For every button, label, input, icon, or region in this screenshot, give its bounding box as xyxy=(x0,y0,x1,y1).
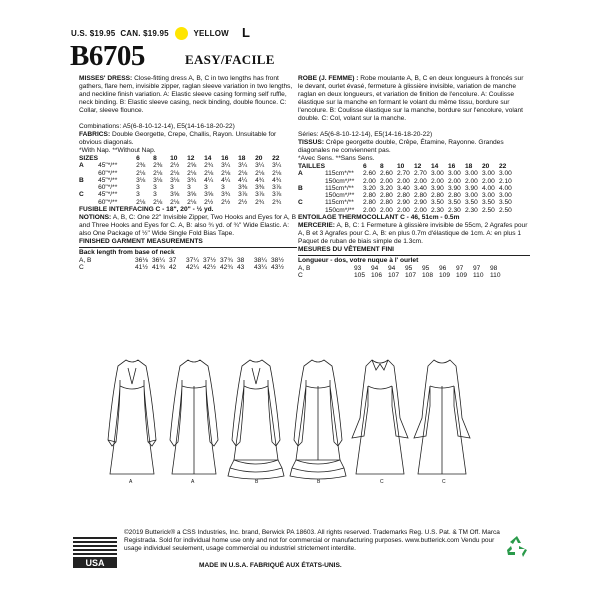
size-header: 10 xyxy=(170,155,178,162)
dress-view-c-1 xyxy=(350,356,410,481)
english-column xyxy=(79,75,297,272)
size-header: 6 xyxy=(136,155,140,162)
table-row: 60"*/** 3 3 3 3 3 3 3⅜ 3⅜ 3⅞ xyxy=(98,184,282,192)
french-column xyxy=(298,75,530,280)
longueur: Longueur - dos, votre nuque à l' ourlet xyxy=(298,257,419,265)
french-measure-table xyxy=(298,265,507,280)
table-row: A 115cm*/** 2.60 2.60 2.70 2.70 3.00 3.00 3.00 3.00 3.00 xyxy=(298,170,512,178)
french-fabric-table xyxy=(298,163,516,214)
dress-view-b-2 xyxy=(288,356,348,481)
english-description: MISSES' DRESS: Close-fitting dress A, B, C in two lengths has front gathers, flare hem, invisible zipper, raglan sleeve variation in two lengths, and neckline finish variation. A: Elastic sleeve casing forming self ruffle, neck binding. B: Elastic sleeve casing, neck binding, double flounce. C: Collar, sleeve flounce. xyxy=(79,75,293,114)
mesures-title: MESURES DU VÊTEMENT FINI xyxy=(298,246,394,254)
table-row: A, B 36⅛ 36¼ 37 37¼ 37½ 37¾ 38 38¼ 38½ xyxy=(79,257,284,265)
size-header: 6 xyxy=(362,163,367,170)
tissus: TISSUS: Crêpe georgette double, Crêpe, Étamine, Rayonne. Grandes diagonales ne conviennent pas. xyxy=(298,139,504,154)
view-label: B xyxy=(255,479,259,485)
size-letter: L xyxy=(242,25,250,40)
dress-view-a-2 xyxy=(164,356,224,481)
table-row: 150cm*/** 2.80 2.80 2.80 2.80 2.80 2.80 3.00 3.00 3.00 xyxy=(324,192,512,200)
dress-view-c-2 xyxy=(412,356,472,481)
sizes-label: SIZES xyxy=(79,155,99,162)
color-label: YELLOW xyxy=(193,29,229,38)
copyright-text: ©2019 Butterick® a CSS Industries, Inc. brand, Berwick PA 18603. All rights reserved. Trademarks Reg. U.S. Pat. & TM Off. Marca Registrada. Sold for individual home use only and not for commercial or manufacturing purposes. www.butterick.com Vendu pour usage individuel seulement, usage commercial ou industriel strictement interdite. xyxy=(124,529,500,552)
size-header: 16 xyxy=(447,163,456,170)
table-row: C 115cm*/** 2.80 2.80 2.90 2.90 3.50 3.50 3.50 3.50 3.50 xyxy=(298,199,512,207)
view-label: C xyxy=(380,479,384,485)
table-row: C 41½ 41¾ 42 42¼ 42½ 42¾ 43 43¼ 43½ xyxy=(79,264,284,272)
view-label: B xyxy=(317,479,321,485)
table-row: B 115cm*/** 3.20 3.20 3.40 3.40 3.90 3.90 3.90 4.00 4.00 xyxy=(298,184,512,192)
yellow-dot-icon xyxy=(175,27,188,40)
sens-note: *Avec Sens. **Sans Sens. xyxy=(298,155,375,162)
view-label: A xyxy=(129,479,133,485)
price-us: U.S. $19.95 xyxy=(71,29,116,38)
price-can: CAN. $19.95 xyxy=(120,29,169,38)
size-header: 20 xyxy=(255,155,263,162)
table-row: 150cm*/** 2.00 2.00 2.00 2.00 2.30 2.30 2.30 2.50 2.50 xyxy=(324,206,512,214)
size-header: 22 xyxy=(272,155,280,162)
sizes-label: TAILLES xyxy=(298,163,325,170)
made-in-usa: MADE IN U.S.A. FABRIQUÉ AUX ÉTATS-UNIS. xyxy=(199,562,342,569)
fabrics: FABRICS: Double Georgette, Crepe, Challis, Rayon. Unsuitable for obvious diagonals. xyxy=(79,131,277,146)
size-header: 14 xyxy=(204,155,212,162)
recycle-icon xyxy=(505,535,529,557)
usa-badge: USA xyxy=(85,558,105,568)
size-header: 22 xyxy=(498,163,507,170)
pattern-number: B6705 xyxy=(70,40,145,72)
barcode-flag-icon xyxy=(71,535,119,569)
price-line xyxy=(71,27,229,40)
series: Séries: A5(6-8-10-12-14), E5(14-16-18-20-22) xyxy=(298,131,433,138)
view-label: C xyxy=(442,479,446,485)
finished-title: FINISHED GARMENT MEASUREMENTS xyxy=(79,238,203,246)
english-measure-table xyxy=(79,257,288,272)
table-row: 150cm*/** 2.00 2.00 2.00 2.00 2.00 2.00 2.00 2.00 2.10 xyxy=(324,177,512,185)
size-header: 16 xyxy=(221,155,229,162)
notions: NOTIONS: A, B, C: One 22" Invisible Zipper, Two Hooks and Eyes for A, B and Three Hooks and Eyes for C. A, B: also ¾ yd. of ¾" Wide Elastic. A: also One Package of ½" Wide Single Fold Bias Tape. xyxy=(79,214,296,238)
dress-view-a-1 xyxy=(102,356,162,481)
view-label: A xyxy=(191,479,195,485)
interfacing: FUSIBLE INTERFACING C - 18", 20" - ½ yd. xyxy=(79,206,214,214)
size-header: 10 xyxy=(396,163,405,170)
difficulty-label: EASY/FACILE xyxy=(185,52,275,67)
table-row: 60"*/** 2⅛ 2⅛ 2⅛ 2⅛ 2⅛ 2⅛ 2⅛ 2⅛ 2⅛ xyxy=(98,169,282,177)
combinations: Combinations: A5(6-8-10-12-14), E5(14-16-18-20-22) xyxy=(79,123,235,130)
size-header: 14 xyxy=(430,163,439,170)
size-header: 8 xyxy=(379,163,384,170)
table-row: C 105 106 107 107 108 109 109 110 110 xyxy=(298,272,501,280)
table-row: B 45"*/** 3⅛ 3⅛ 3⅛ 3¾ 4¼ 4¼ 4¼ 4¾ 4¾ xyxy=(79,176,282,184)
size-header: 12 xyxy=(413,163,422,170)
english-fabric-table xyxy=(79,155,289,206)
dress-view-b-1 xyxy=(226,356,286,481)
nap-note: *With Nap. **Without Nap. xyxy=(79,147,156,154)
table-row: A 45"*/** 2⅜ 2⅜ 2½ 2⅝ 2¾ 3¼ 3¼ 3¼ 3¼ xyxy=(79,162,282,170)
mercerie: MERCERIE: A, B, C: 1 Fermeture à glissière invisible de 55cm, 2 Agrafes pour A, B et 3 Agrafes pour C. A, B: en plus 0.7m d'élastique de 1cm. A: en plus 1 Paquet de ruban de biais simple de 1.3cm. xyxy=(298,222,528,246)
table-row: C 45"*/** 3 3 3⅝ 3⅝ 3⅝ 3¾ 3⅞ 3⅞ 3⅞ xyxy=(79,191,282,199)
size-header: 18 xyxy=(464,163,473,170)
size-header: 18 xyxy=(238,155,246,162)
entoilage: ENTOILAGE THERMOCOLLANT C - 46, 51cm - 0.5m xyxy=(298,214,460,222)
size-header: 12 xyxy=(187,155,195,162)
size-header: 20 xyxy=(481,163,490,170)
french-description: ROBE (J. FEMME) : Robe moulante A, B, C en deux longueurs à froncés sur le devant, ourlet évasé, fermeture à glissière invisible, variation de manche raglan en deux longueurs, et variation de finition de l'encolure. A: Coulisse élastique sur la manche en formant le volant du même tissu, bordure sur l'encolure. B: Coulisse élastique sur la manche, bordure sur l'encolure, volant double. C: Col, volant sur la manche. xyxy=(298,75,524,122)
table-row: 60"*/** 2⅛ 2⅛ 2⅛ 2⅛ 2½ 2½ 2½ 2¾ 2¾ xyxy=(98,198,282,206)
table-row: A, B 93 94 94 95 95 96 97 97 98 xyxy=(298,265,498,273)
back-length: Back length from base of neck xyxy=(79,249,175,257)
size-header: 8 xyxy=(153,155,157,162)
